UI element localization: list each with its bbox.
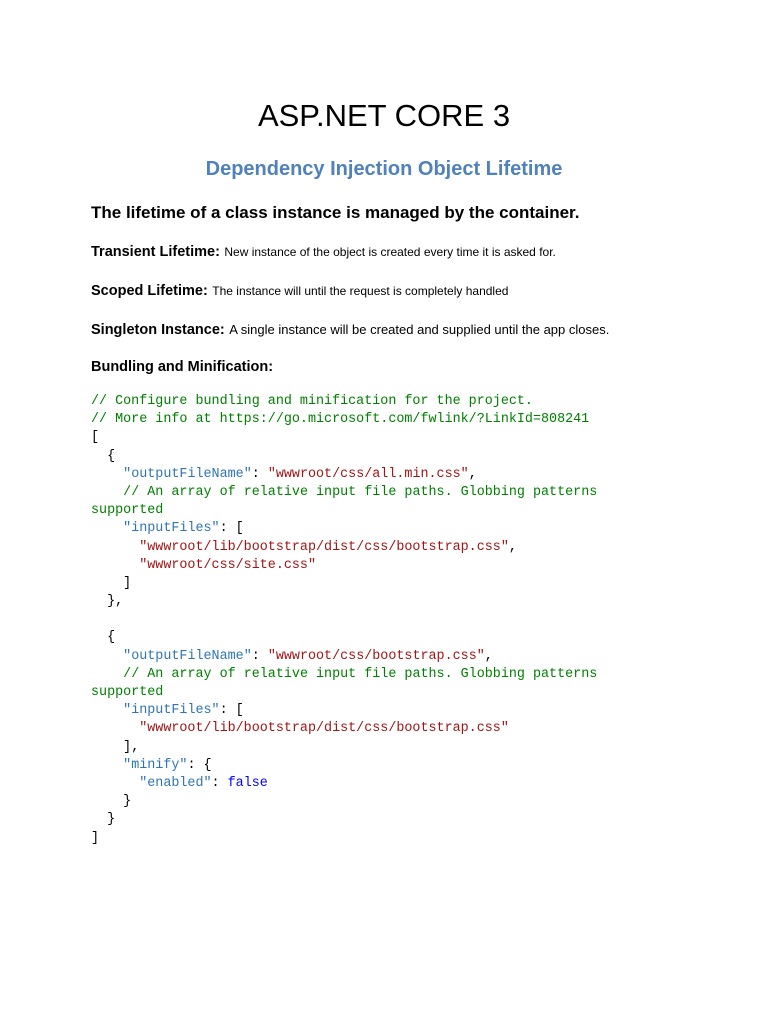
intro-statement: The lifetime of a class instance is managed by the container. bbox=[91, 203, 580, 222]
code-key: "enabled" bbox=[139, 775, 212, 791]
code-string: "wwwroot/lib/bootstrap/dist/css/bootstrap.css" bbox=[139, 721, 509, 737]
code-line bbox=[91, 629, 731, 647]
definition-term: Transient Lifetime: bbox=[91, 244, 220, 260]
page-title: ASP.NET CORE 3 bbox=[257, 98, 511, 133]
code-line bbox=[91, 811, 731, 829]
definition-transient bbox=[91, 241, 556, 263]
code-comment: // Configure bundling and minification for the project. bbox=[91, 394, 533, 409]
code-line bbox=[91, 684, 731, 702]
code-line bbox=[91, 557, 731, 575]
code-line bbox=[91, 593, 731, 611]
definition-scoped bbox=[91, 280, 508, 302]
code-boolean: false bbox=[227, 775, 268, 791]
code-line: "minify": { bbox=[123, 757, 212, 773]
code-punctuation: [ bbox=[91, 430, 100, 446]
code-line bbox=[91, 611, 731, 629]
code-string: "wwwroot/css/site.css" bbox=[139, 557, 317, 573]
code-line: ], bbox=[123, 739, 140, 755]
code-punctuation: }, bbox=[107, 594, 124, 610]
code-punctuation: } bbox=[107, 812, 116, 828]
code-string: "wwwroot/css/all.min.css" bbox=[267, 466, 469, 482]
code-line: "wwwroot/lib/bootstrap/dist/css/bootstrap.css", bbox=[139, 539, 517, 555]
code-line bbox=[91, 393, 731, 411]
definition-description: New instance of the object is created every time it is asked for. bbox=[224, 245, 556, 259]
code-line: ] bbox=[123, 575, 132, 591]
code-line bbox=[91, 830, 731, 848]
code-key: "inputFiles" bbox=[123, 703, 220, 719]
code-line bbox=[91, 502, 731, 520]
code-line bbox=[91, 484, 731, 502]
code-string: "wwwroot/css/bootstrap.css" bbox=[267, 648, 485, 664]
code-key: "inputFiles" bbox=[123, 521, 220, 537]
code-comment: // More info at https://go.microsoft.com/fwlink/?LinkId=808241 bbox=[91, 412, 590, 428]
code-string: "wwwroot/lib/bootstrap/dist/css/bootstrap.css" bbox=[139, 539, 509, 555]
code-punctuation: { bbox=[107, 448, 116, 464]
code-comment: // An array of relative input file paths. Globbing patterns bbox=[123, 666, 598, 682]
definition-description: A single instance will be created and supplied until the app closes. bbox=[229, 322, 610, 337]
code-line: "inputFiles": [ bbox=[123, 521, 244, 537]
definition-term: Scoped Lifetime: bbox=[91, 283, 208, 299]
code-line: "outputFileName": "wwwroot/css/bootstrap.css", bbox=[123, 648, 493, 664]
code-comment: supported bbox=[91, 685, 164, 700]
code-comment: // An array of relative input file paths. Globbing patterns bbox=[123, 484, 598, 500]
code-block bbox=[91, 393, 731, 848]
code-key: "minify" bbox=[123, 757, 188, 773]
section-heading: Bundling and Minification: bbox=[91, 359, 274, 375]
code-line: "outputFileName": "wwwroot/css/all.min.css", bbox=[123, 466, 477, 482]
definition-term: Singleton Instance: bbox=[91, 322, 225, 338]
code-key: "outputFileName" bbox=[123, 466, 252, 482]
code-line bbox=[91, 448, 731, 466]
code-line bbox=[91, 666, 731, 684]
code-line bbox=[91, 720, 731, 738]
definition-description: The instance will until the request is completely handled bbox=[212, 284, 509, 298]
code-line bbox=[91, 411, 731, 429]
code-line bbox=[91, 793, 731, 811]
code-line: "inputFiles": [ bbox=[123, 703, 244, 719]
code-line bbox=[91, 429, 731, 447]
code-line: "enabled": false bbox=[139, 775, 268, 791]
code-punctuation: } bbox=[123, 794, 132, 810]
definition-singleton bbox=[91, 319, 609, 341]
code-punctuation: ] bbox=[91, 830, 100, 846]
code-punctuation: { bbox=[107, 630, 116, 646]
code-comment: supported bbox=[91, 503, 164, 519]
code-key: "outputFileName" bbox=[123, 648, 252, 664]
page-subtitle: Dependency Injection Object Lifetime bbox=[205, 158, 563, 180]
